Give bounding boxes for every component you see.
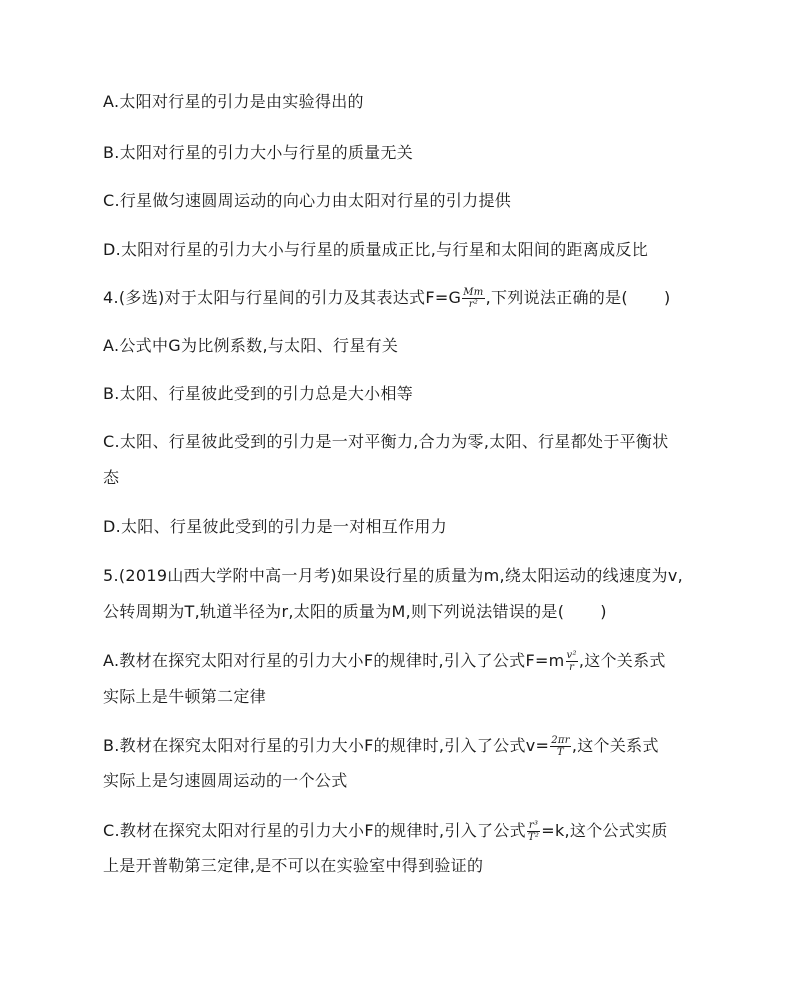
kepler-fraction: [527, 820, 540, 843]
q5-stem-line1: 5.(2019山西大学附中高一月考)如果设行星的质量为m,绕太阳运动的线速度为v,: [103, 566, 683, 585]
kepler-fraction-numerator: r³: [528, 820, 539, 831]
q5-option-a-after: ,这个关系式: [578, 651, 666, 670]
q4-option-c-line1: C.太阳、行星彼此受到的引力是一对平衡力,合力为零,太阳、行星都处于平衡状: [103, 432, 669, 451]
q5-option-a-line2: 实际上是牛顿第二定律: [103, 687, 267, 706]
velocity-fraction-numerator: 2πr: [551, 735, 570, 746]
q5-option-b-line2: 实际上是匀速圆周运动的一个公式: [103, 771, 348, 790]
q4-close-paren: ): [663, 288, 671, 307]
q5-option-b-after: ,这个关系式: [571, 736, 659, 755]
centripetal-fraction-numerator: v²: [566, 650, 577, 661]
velocity-fraction: [550, 735, 571, 758]
q5-option-a-line1: [103, 650, 666, 673]
gravity-fraction: [462, 287, 484, 310]
q3-option-b: B.太阳对行星的引力大小与行星的质量无关: [103, 143, 414, 162]
q5-close-paren: ): [600, 602, 607, 621]
kepler-fraction-denominator: T²: [527, 832, 540, 843]
q5-stem-line2: [103, 602, 607, 622]
centripetal-fraction: [566, 650, 578, 673]
q5-option-b-line1: [103, 735, 659, 758]
q4-stem-before: 4.(多选)对于太阳与行星间的引力及其表达式F=G: [103, 288, 462, 307]
q4-stem-after: ,下列说法正确的是(: [485, 288, 628, 307]
q3-option-a: A.太阳对行星的引力是由实验得出的: [103, 92, 364, 111]
q5-option-c-after: =k,这个公式实质: [541, 821, 668, 840]
centripetal-fraction-denominator: r: [569, 662, 575, 673]
q3-option-d: D.太阳对行星的引力大小与行星的质量成正比,与行星和太阳间的距离成反比: [103, 240, 648, 259]
gravity-fraction-numerator: Mm: [463, 287, 484, 298]
q5-option-a-before: A.教材在探究太阳对行星的引力大小F的规律时,引入了公式F=m: [103, 651, 565, 670]
q4-option-d: D.太阳、行星彼此受到的引力是一对相互作用力: [103, 517, 448, 536]
q4-option-c-line2: 态: [103, 468, 120, 487]
q4-stem: [103, 287, 670, 310]
q5-option-c-before: C.教材在探究太阳对行星的引力大小F的规律时,引入了公式: [103, 821, 526, 840]
q5-option-b-before: B.教材在探究太阳对行星的引力大小F的规律时,引入了公式v=: [103, 736, 550, 755]
q4-option-b: B.太阳、行星彼此受到的引力总是大小相等: [103, 384, 414, 403]
q5-option-c-line2: 上是开普勒第三定律,是不可以在实验室中得到验证的: [103, 856, 484, 875]
q5-stem-line2-text: 公转周期为T,轨道半径为r,太阳的质量为M,则下列说法错误的是(: [103, 602, 565, 621]
gravity-fraction-denominator: r²: [468, 299, 479, 310]
q5-option-c-line1: [103, 820, 668, 843]
q4-option-a: A.公式中G为比例系数,与太阳、行星有关: [103, 336, 399, 355]
velocity-fraction-denominator: T: [557, 747, 565, 758]
q3-option-c: C.行星做匀速圆周运动的向心力由太阳对行星的引力提供: [103, 191, 512, 210]
